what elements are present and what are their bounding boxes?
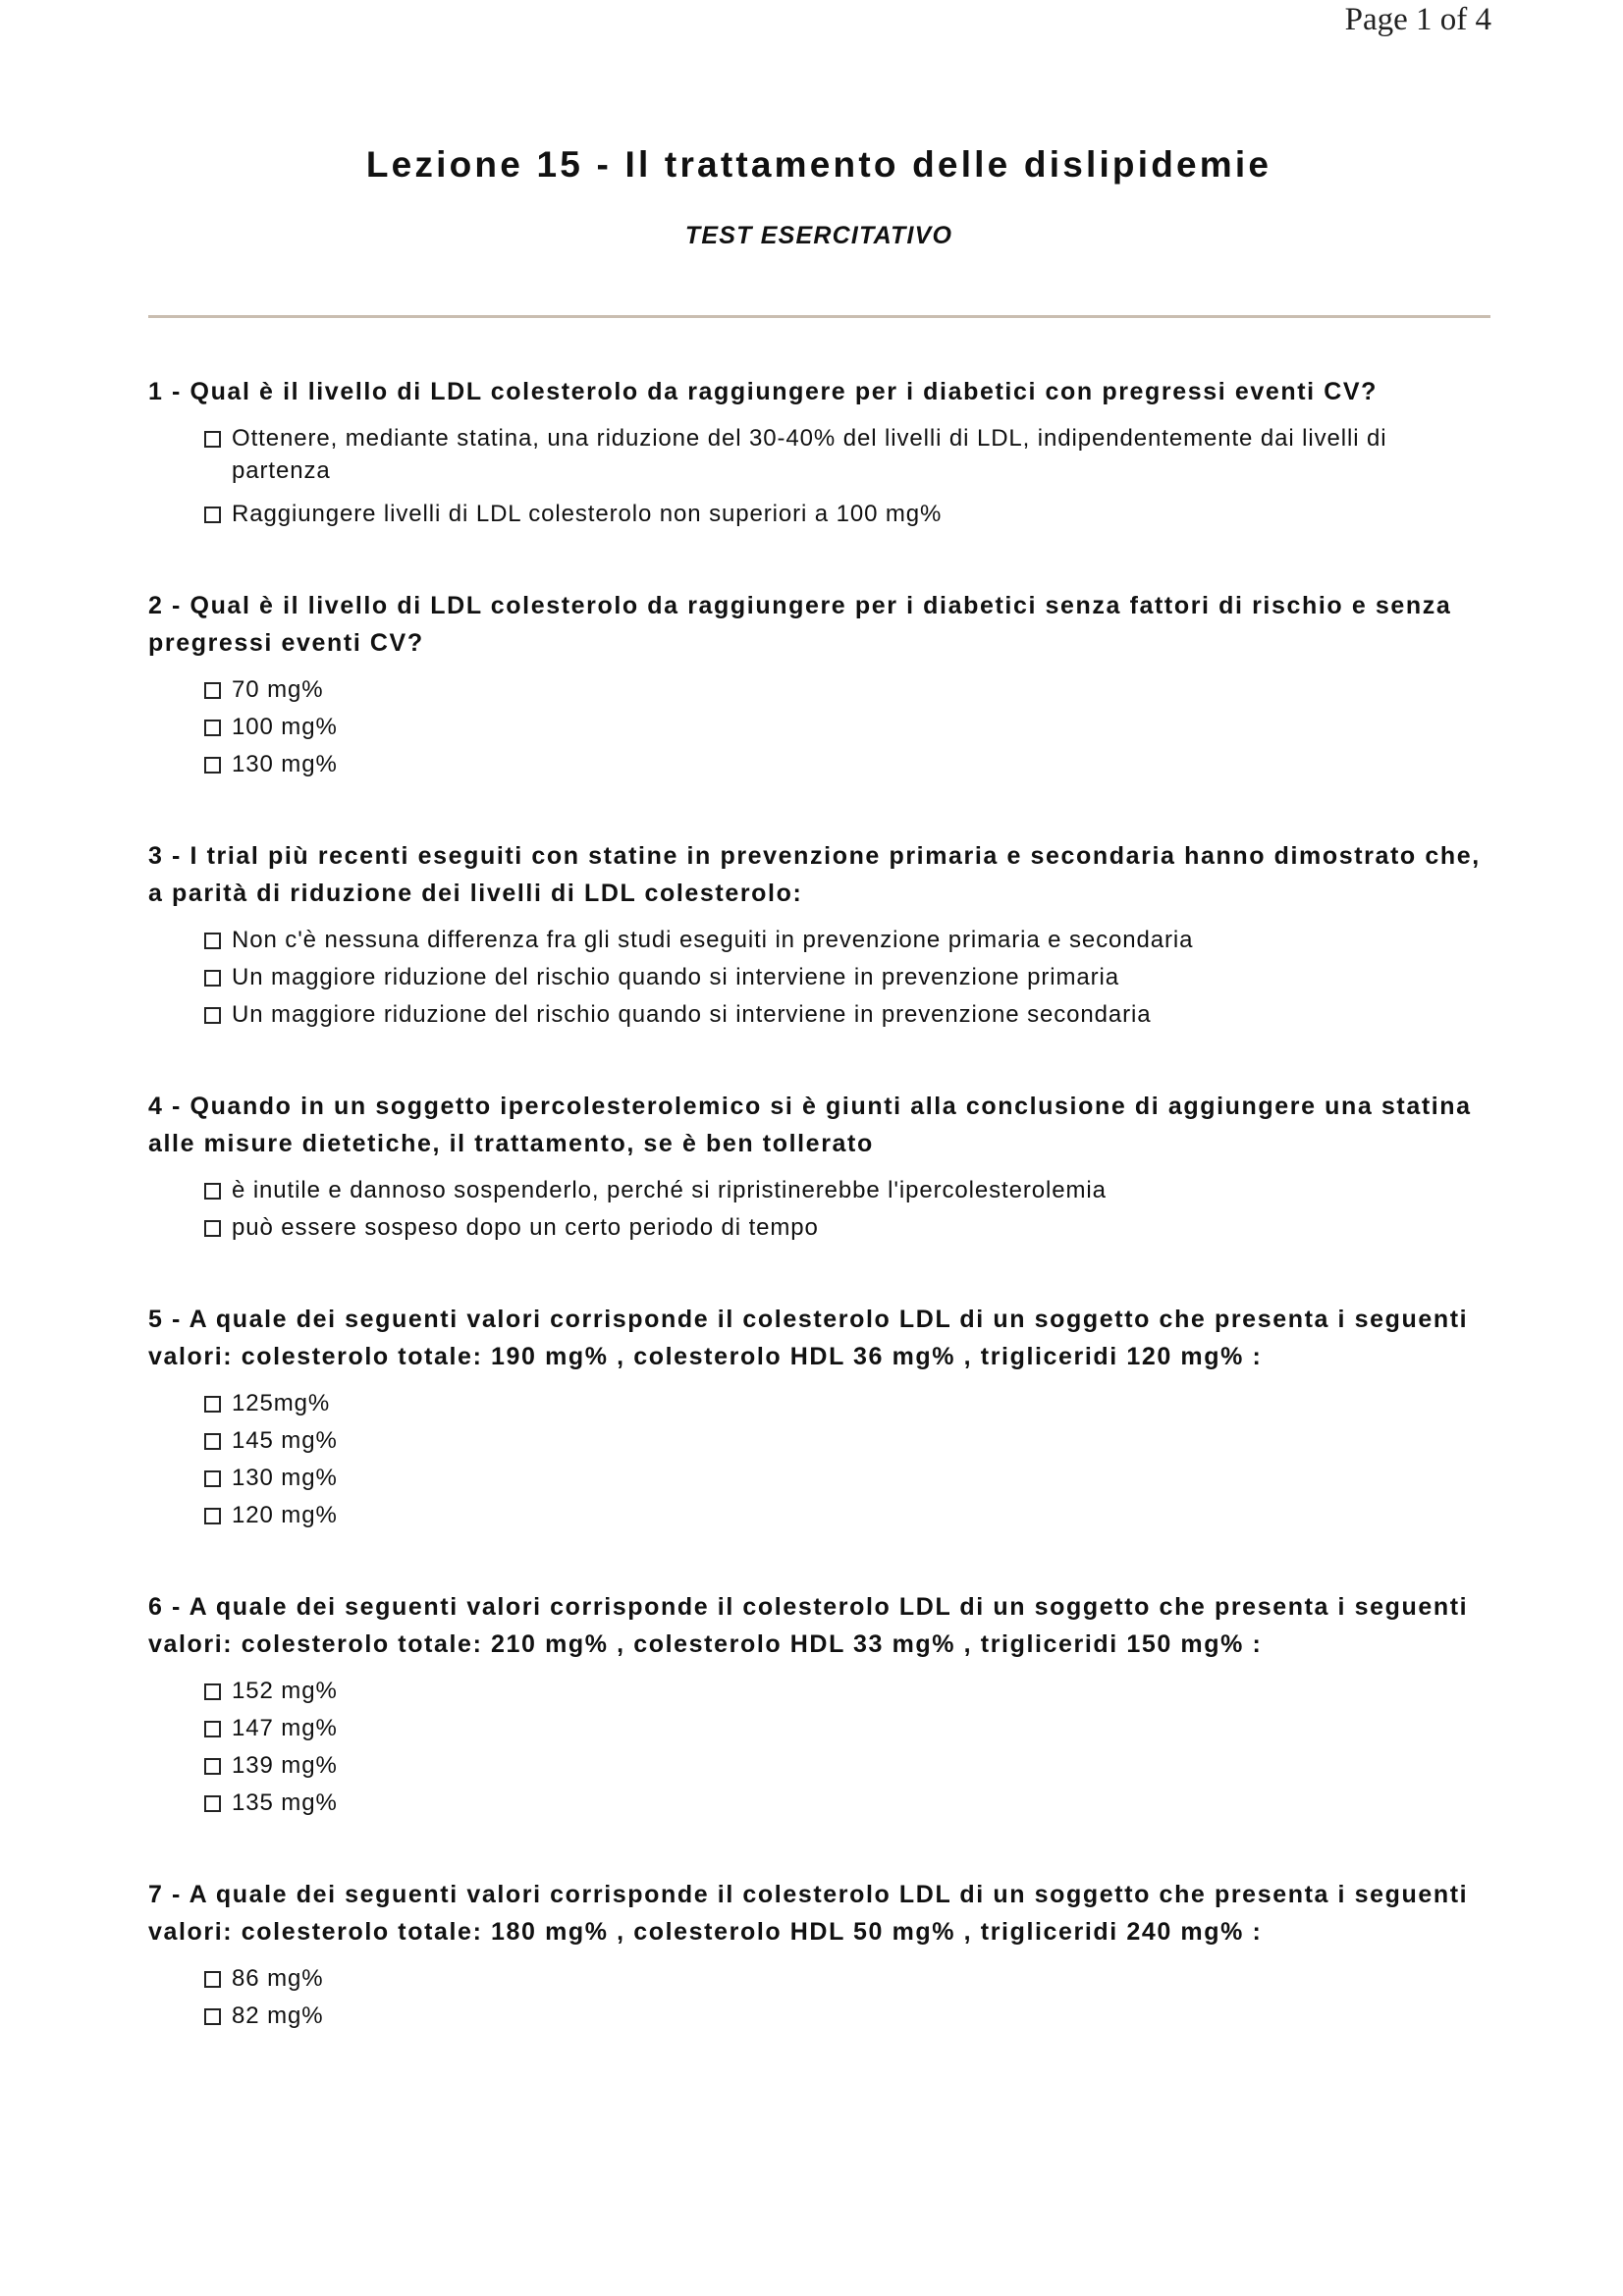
checkbox-icon[interactable] [204, 1007, 221, 1024]
checkbox-icon[interactable] [204, 1971, 221, 1988]
option-list [148, 1962, 1523, 2032]
option-label: 120 mg% [232, 1502, 338, 1528]
option-item[interactable] [204, 422, 1523, 487]
question-1 [148, 373, 1523, 530]
option-item[interactable] [204, 498, 1523, 530]
option-label: Un maggiore riduzione del rischio quando si interviene in prevenzione secondaria [232, 1001, 1152, 1028]
option-item[interactable] [204, 1424, 1523, 1457]
question-3 [148, 837, 1523, 1031]
option-label: 86 mg% [232, 1965, 324, 1992]
question-list [148, 373, 1523, 2089]
option-label: 139 mg% [232, 1752, 338, 1779]
option-item[interactable] [204, 748, 1523, 780]
header-divider [148, 315, 1490, 318]
checkbox-icon[interactable] [204, 1683, 221, 1700]
option-item[interactable] [204, 673, 1523, 706]
option-item[interactable] [204, 998, 1523, 1031]
option-item[interactable] [204, 961, 1523, 993]
option-item[interactable] [204, 1962, 1523, 1995]
checkbox-icon[interactable] [204, 1721, 221, 1737]
option-item[interactable] [204, 1387, 1523, 1419]
option-label: 135 mg% [232, 1789, 338, 1816]
option-label: Ottenere, mediante statina, una riduzione del 30-40% del livelli di LDL, indipendentemente dai livelli di partenza [232, 425, 1387, 484]
option-item[interactable] [204, 711, 1523, 743]
checkbox-icon[interactable] [204, 1508, 221, 1524]
option-item[interactable] [204, 1712, 1523, 1744]
question-7 [148, 1876, 1523, 2032]
option-label: 130 mg% [232, 1465, 338, 1491]
question-text: 2 - Qual è il livello di LDL colesterolo da raggiungere per i diabetici senza fattori di rischio e senza pregressi eventi CV? [148, 592, 1452, 657]
checkbox-icon[interactable] [204, 1795, 221, 1812]
checkbox-icon[interactable] [204, 1470, 221, 1487]
option-label: può essere sospeso dopo un certo periodo di tempo [232, 1214, 819, 1241]
option-label: Raggiungere livelli di LDL colesterolo non superiori a 100 mg% [232, 501, 943, 527]
option-item[interactable] [204, 1749, 1523, 1782]
question-4 [148, 1088, 1523, 1244]
question-6 [148, 1588, 1523, 1819]
question-2 [148, 587, 1523, 780]
document-header [147, 143, 1490, 251]
question-text: 5 - A quale dei seguenti valori corrisponde il colesterolo LDL di un soggetto che presenta i seguenti valori: colesterolo totale: 190 mg% , colesterolo HDL 36 mg% , trigliceridi 120 mg% : [148, 1306, 1469, 1370]
option-list [148, 673, 1523, 780]
option-item[interactable] [204, 1499, 1523, 1531]
checkbox-icon[interactable] [204, 2008, 221, 2025]
option-list [148, 924, 1523, 1031]
option-item[interactable] [204, 1462, 1523, 1494]
option-item[interactable] [204, 1211, 1523, 1244]
option-item[interactable] [204, 1787, 1523, 1819]
checkbox-icon[interactable] [204, 970, 221, 987]
option-label: Un maggiore riduzione del rischio quando si interviene in prevenzione primaria [232, 964, 1119, 990]
option-label: 125mg% [232, 1390, 331, 1416]
option-list [148, 422, 1523, 530]
option-item[interactable] [204, 1675, 1523, 1707]
checkbox-icon[interactable] [204, 431, 221, 448]
checkbox-icon[interactable] [204, 757, 221, 774]
question-text: 7 - A quale dei seguenti valori corrisponde il colesterolo LDL di un soggetto che presenta i seguenti valori: colesterolo totale: 180 mg% , colesterolo HDL 50 mg% , trigliceridi 240 mg% : [148, 1881, 1469, 1946]
question-text: 1 - Qual è il livello di LDL colesterolo da raggiungere per i diabetici con pregressi eventi CV? [148, 378, 1379, 405]
checkbox-icon[interactable] [204, 682, 221, 699]
checkbox-icon[interactable] [204, 1396, 221, 1413]
checkbox-icon[interactable] [204, 1433, 221, 1450]
checkbox-icon[interactable] [204, 507, 221, 523]
page-number: Page 1 of 4 [1344, 2, 1491, 37]
option-list [148, 1675, 1523, 1819]
page-title: Lezione 15 - Il trattamento delle dislipidemie [365, 144, 1272, 185]
question-5 [148, 1301, 1523, 1531]
option-label: 82 mg% [232, 2002, 324, 2029]
option-label: 130 mg% [232, 751, 338, 777]
question-text: 4 - Quando in un soggetto ipercolesterolemico si è giunti alla conclusione di aggiungere una statina alle misure dietetiche, il trattamento, se è ben tollerato [148, 1093, 1472, 1157]
checkbox-icon[interactable] [204, 1183, 221, 1200]
checkbox-icon[interactable] [204, 720, 221, 736]
option-label: 100 mg% [232, 714, 338, 740]
option-item[interactable] [204, 924, 1523, 956]
checkbox-icon[interactable] [204, 1220, 221, 1237]
option-list [148, 1174, 1523, 1244]
question-text: 6 - A quale dei seguenti valori corrisponde il colesterolo LDL di un soggetto che presenta i seguenti valori: colesterolo totale: 210 mg% , colesterolo HDL 33 mg% , trigliceridi 150 mg% : [148, 1593, 1469, 1658]
checkbox-icon[interactable] [204, 1758, 221, 1775]
option-label: 145 mg% [232, 1427, 338, 1454]
option-item[interactable] [204, 1174, 1523, 1206]
option-label: 152 mg% [232, 1678, 338, 1704]
option-label: 70 mg% [232, 676, 324, 703]
page-subtitle: TEST ESERCITATIVO [684, 222, 953, 249]
option-label: 147 mg% [232, 1715, 338, 1741]
option-label: è inutile e dannoso sospenderlo, perché si ripristinerebbe l'ipercolesterolemia [232, 1177, 1107, 1203]
option-list [148, 1387, 1523, 1531]
option-item[interactable] [204, 2000, 1523, 2032]
question-text: 3 - I trial più recenti eseguiti con statine in prevenzione primaria e secondaria hanno dimostrato che, a parità di riduzione dei livelli di LDL colesterolo: [148, 842, 1481, 907]
checkbox-icon[interactable] [204, 933, 221, 949]
option-label: Non c'è nessuna differenza fra gli studi eseguiti in prevenzione primaria e secondaria [232, 927, 1194, 953]
